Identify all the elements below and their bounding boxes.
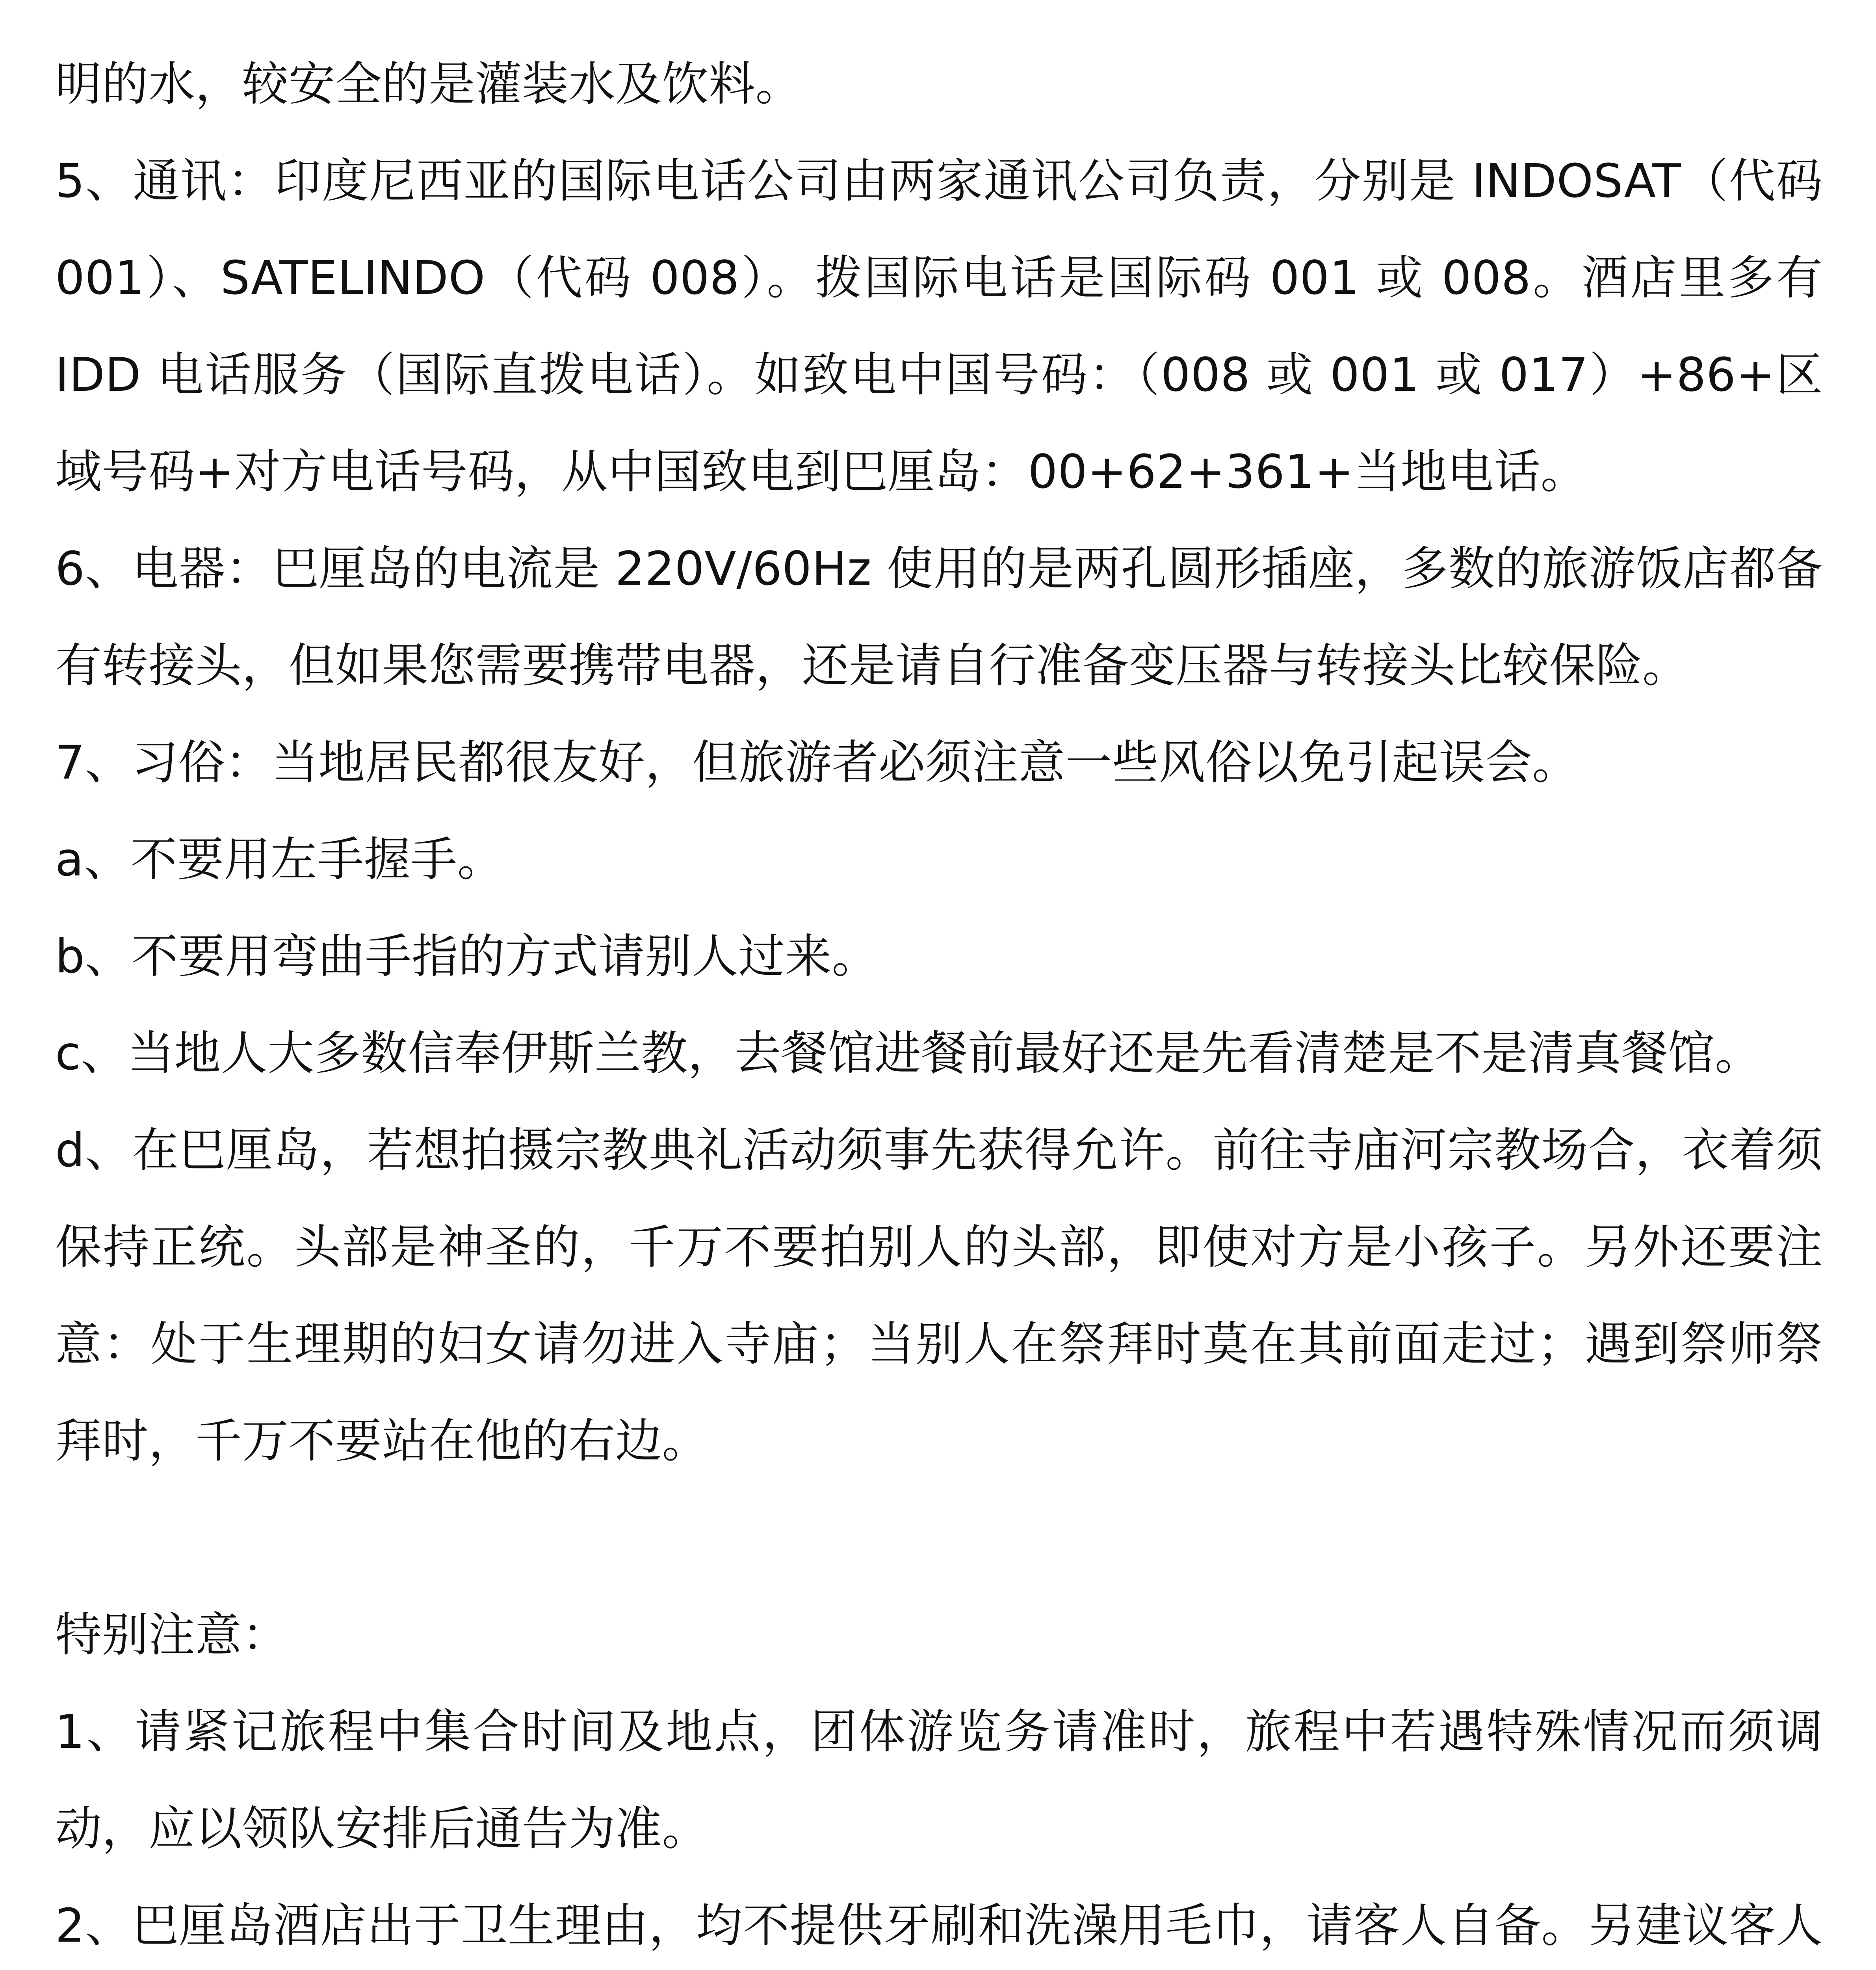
paragraph-electrical: 6、电器：巴厘岛的电流是 220V/60Hz 使用的是两孔圆形插座，多数的旅游饭店都备有转接头，但如果您需要携带电器，还是请自行准备变压器与转接头比较保险。: [55, 541, 1823, 693]
customs-item-b: b、不要用弯曲手指的方式请别人过来。: [55, 929, 879, 983]
customs-item-a: a、不要用左手握手。: [55, 832, 504, 886]
customs-item-c: c、当地人大多数信奉伊斯兰教，去餐馆进餐前最好还是先看清楚是不是清真餐馆。: [55, 1026, 1762, 1080]
special-notice-item-2: 2、巴厘岛酒店出于卫生理由，均不提供牙刷和洗澡用毛巾，请客人自备。另建议客人: [55, 1898, 1823, 1953]
special-notice-item-1: 1、请紧记旅程中集合时间及地点，团体游览务请准时，旅程中若遇特殊情况而须调动，应以领队安排后通告为准。: [55, 1704, 1823, 1856]
paragraph-water-safety: 明的水，较安全的是灌装水及饮料。: [55, 57, 802, 111]
paragraph-customs: 7、习俗：当地居民都很友好，但旅游者必须注意一些风俗以免引起误会。: [55, 735, 1579, 790]
customs-item-d: d、在巴厘岛，若想拍摄宗教典礼活动须事先获得允许。前往寺庙河宗教场合，衣着须保持正统。头部是神圣的，千万不要拍别人的头部，即使对方是小孩子。另外还要注意：处于生理期的妇女请勿进入寺庙；当别人在祭拜时莫在其前面走过；遇到祭师祭拜时，千万不要站在他的右边。: [55, 1123, 1823, 1468]
special-notice-heading: 特别注意：: [55, 1608, 289, 1662]
paragraph-communication: 5、通讯：印度尼西亚的国际电话公司由两家通讯公司负责，分别是 INDOSAT（代码 001）、SATELINDO（代码 008）。拨国际电话是国际码 001 或 008。酒店里多有 IDD 电话服务（国际直拨电话）。如致电中国号码：（008 或 001 或 017）+86+区域号码+对方电话号码，从中国致电到巴厘岛：00+62+361+当地电话。: [55, 154, 1823, 499]
section-spacer: [55, 1489, 1823, 1586]
